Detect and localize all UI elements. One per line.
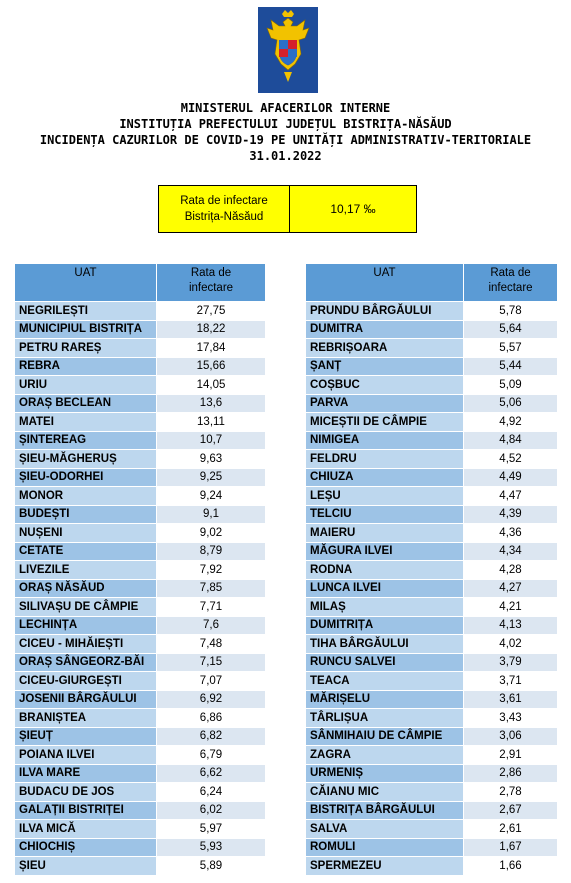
infection-rate-cell: 5,44 bbox=[464, 357, 558, 376]
table-row bbox=[306, 801, 558, 820]
uat-table-right-body bbox=[306, 302, 558, 876]
ministry-title: MINISTERUL AFACERILOR INTERNE bbox=[180, 101, 391, 115]
table-row bbox=[15, 468, 266, 487]
table-row bbox=[306, 431, 558, 450]
infection-rate-cell: 6,79 bbox=[157, 746, 266, 765]
infection-rate-cell: 2,61 bbox=[464, 820, 558, 839]
infection-rate-cell: 4,21 bbox=[464, 598, 558, 617]
table-row bbox=[306, 709, 558, 728]
uat-name-cell: TIHA BÂRGĂULUI bbox=[306, 635, 464, 654]
table-row bbox=[15, 764, 266, 783]
infection-rate-cell: 5,78 bbox=[464, 302, 558, 321]
infection-rate-cell: 7,85 bbox=[157, 579, 266, 598]
table-row bbox=[306, 487, 558, 506]
uat-name-cell: ȘINTEREAG bbox=[15, 431, 157, 450]
table-row bbox=[306, 413, 558, 432]
infection-rate-cell: 3,61 bbox=[464, 690, 558, 709]
table-row bbox=[15, 616, 266, 635]
romanian-coat-of-arms-icon bbox=[257, 6, 319, 94]
infection-rate-cell: 7,15 bbox=[157, 653, 266, 672]
uat-name-cell: PRUNDU BÂRGĂULUI bbox=[306, 302, 464, 321]
uat-name-cell: SILIVAȘU DE CÂMPIE bbox=[15, 598, 157, 617]
table-row bbox=[306, 468, 558, 487]
infection-rate-cell: 3,71 bbox=[464, 672, 558, 691]
infection-rate-cell: 17,84 bbox=[157, 339, 266, 358]
table-row bbox=[15, 376, 266, 395]
table-row bbox=[15, 561, 266, 580]
table-row bbox=[15, 579, 266, 598]
table-row bbox=[306, 505, 558, 524]
uat-name-cell: RODNA bbox=[306, 561, 464, 580]
uat-name-cell: MĂGURA ILVEI bbox=[306, 542, 464, 561]
infection-rate-cell: 4,49 bbox=[464, 468, 558, 487]
table-row bbox=[306, 857, 558, 876]
county-rate-label bbox=[159, 186, 290, 232]
uat-name-cell: MĂRIȘELU bbox=[306, 690, 464, 709]
table-row bbox=[15, 783, 266, 802]
uat-name-cell: CICEU-GIURGEȘTI bbox=[15, 672, 157, 691]
table-row bbox=[15, 394, 266, 413]
county-rate-value: 10,17 ‰ bbox=[330, 202, 376, 216]
column-header-rate-line1: Rata de bbox=[490, 267, 531, 279]
infection-rate-cell: 3,79 bbox=[464, 653, 558, 672]
table-row bbox=[306, 764, 558, 783]
county-rate-box bbox=[158, 185, 417, 233]
infection-rate-cell: 4,02 bbox=[464, 635, 558, 654]
uat-name-cell: MICEȘTII DE CÂMPIE bbox=[306, 413, 464, 432]
uat-name-cell: TEACA bbox=[306, 672, 464, 691]
table-header-row bbox=[306, 264, 558, 302]
uat-name-cell: LEȘU bbox=[306, 487, 464, 506]
document-header bbox=[0, 100, 571, 164]
table-row bbox=[15, 542, 266, 561]
uat-name-cell: REBRIȘOARA bbox=[306, 339, 464, 358]
infection-rate-cell: 7,71 bbox=[157, 598, 266, 617]
uat-name-cell: MAIERU bbox=[306, 524, 464, 543]
column-header-rate bbox=[157, 264, 266, 302]
uat-table-right bbox=[305, 263, 558, 876]
report-title: INCIDENȚA CAZURILOR DE COVID-19 PE UNITĂȚI ADMINISTRATIV-TERITORIALE bbox=[39, 133, 532, 147]
uat-name-cell: ILVA MARE bbox=[15, 764, 157, 783]
table-row bbox=[15, 653, 266, 672]
uat-table-left-body bbox=[15, 302, 266, 876]
table-row bbox=[15, 672, 266, 691]
infection-rate-cell: 6,92 bbox=[157, 690, 266, 709]
table-row bbox=[306, 339, 558, 358]
infection-rate-cell: 2,86 bbox=[464, 764, 558, 783]
column-header-rate-line1: Rata de bbox=[190, 267, 232, 279]
table-row bbox=[306, 524, 558, 543]
infection-rate-cell: 3,06 bbox=[464, 727, 558, 746]
infection-rate-cell: 4,92 bbox=[464, 413, 558, 432]
table-row bbox=[306, 820, 558, 839]
uat-name-cell: RUNCU SALVEI bbox=[306, 653, 464, 672]
uat-name-cell: CICEU - MIHĂIEȘTI bbox=[15, 635, 157, 654]
uat-name-cell: BUDACU DE JOS bbox=[15, 783, 157, 802]
infection-rate-cell: 5,64 bbox=[464, 320, 558, 339]
uat-name-cell: SALVA bbox=[306, 820, 464, 839]
infection-rate-cell: 5,57 bbox=[464, 339, 558, 358]
table-row bbox=[15, 487, 266, 506]
infection-rate-cell: 9,24 bbox=[157, 487, 266, 506]
infection-rate-cell: 6,62 bbox=[157, 764, 266, 783]
infection-rate-cell: 4,36 bbox=[464, 524, 558, 543]
infection-rate-cell: 9,63 bbox=[157, 450, 266, 469]
uat-name-cell: BUDEȘTI bbox=[15, 505, 157, 524]
table-row bbox=[306, 616, 558, 635]
infection-rate-cell: 27,75 bbox=[157, 302, 266, 321]
uat-name-cell: MATEI bbox=[15, 413, 157, 432]
uat-name-cell: COȘBUC bbox=[306, 376, 464, 395]
uat-name-cell: JOSENII BÂRGĂULUI bbox=[15, 690, 157, 709]
infection-rate-cell: 1,67 bbox=[464, 838, 558, 857]
table-row bbox=[306, 320, 558, 339]
uat-name-cell: NEGRILEȘTI bbox=[15, 302, 157, 321]
uat-name-cell: LUNCA ILVEI bbox=[306, 579, 464, 598]
uat-name-cell: CHIUZA bbox=[306, 468, 464, 487]
table-row bbox=[15, 709, 266, 728]
infection-rate-cell: 4,34 bbox=[464, 542, 558, 561]
uat-name-cell: ROMULI bbox=[306, 838, 464, 857]
table-row bbox=[15, 598, 266, 617]
infection-rate-cell: 7,92 bbox=[157, 561, 266, 580]
infection-rate-cell: 6,82 bbox=[157, 727, 266, 746]
infection-rate-cell: 4,28 bbox=[464, 561, 558, 580]
uat-name-cell: CETATE bbox=[15, 542, 157, 561]
table-row bbox=[15, 838, 266, 857]
infection-rate-cell: 3,43 bbox=[464, 709, 558, 728]
uat-name-cell: REBRA bbox=[15, 357, 157, 376]
table-row bbox=[15, 801, 266, 820]
table-row bbox=[15, 746, 266, 765]
infection-rate-cell: 14,05 bbox=[157, 376, 266, 395]
uat-name-cell: ȘIEU-MĂGHERUȘ bbox=[15, 450, 157, 469]
table-row bbox=[15, 505, 266, 524]
table-row bbox=[306, 394, 558, 413]
column-header-uat: UAT bbox=[306, 264, 464, 302]
report-date: 31.01.2022 bbox=[249, 149, 322, 163]
institution-title: INSTITUȚIA PREFECTULUI JUDEȚUL BISTRIȚA-NĂSĂUD bbox=[119, 117, 452, 131]
infection-rate-cell: 1,66 bbox=[464, 857, 558, 876]
infection-rate-cell: 4,47 bbox=[464, 487, 558, 506]
table-row bbox=[15, 450, 266, 469]
infection-rate-cell: 5,89 bbox=[157, 857, 266, 876]
uat-name-cell: ȘIEU bbox=[15, 857, 157, 876]
uat-name-cell: ORAȘ BECLEAN bbox=[15, 394, 157, 413]
table-row bbox=[15, 820, 266, 839]
table-row bbox=[15, 690, 266, 709]
infection-rate-cell: 2,67 bbox=[464, 801, 558, 820]
infection-rate-cell: 7,6 bbox=[157, 616, 266, 635]
uat-name-cell: SÂNMIHAIU DE CÂMPIE bbox=[306, 727, 464, 746]
column-header-uat: UAT bbox=[15, 264, 157, 302]
infection-rate-cell: 5,06 bbox=[464, 394, 558, 413]
table-row bbox=[306, 690, 558, 709]
uat-name-cell: SPERMEZEU bbox=[306, 857, 464, 876]
table-row bbox=[306, 598, 558, 617]
county-rate-label-line1: Rata de infectare bbox=[180, 195, 268, 207]
table-row bbox=[15, 857, 266, 876]
table-row bbox=[306, 376, 558, 395]
uat-name-cell: NIMIGEA bbox=[306, 431, 464, 450]
uat-name-cell: MUNICIPIUL BISTRIȚA bbox=[15, 320, 157, 339]
infection-rate-cell: 13,6 bbox=[157, 394, 266, 413]
table-row bbox=[306, 357, 558, 376]
table-row bbox=[306, 561, 558, 580]
uat-name-cell: PETRU RAREȘ bbox=[15, 339, 157, 358]
infection-rate-cell: 6,86 bbox=[157, 709, 266, 728]
county-rate-label-line2: Bistrița-Năsăud bbox=[184, 211, 264, 223]
table-header-row bbox=[15, 264, 266, 302]
uat-name-cell: GALAȚII BISTRIȚEI bbox=[15, 801, 157, 820]
uat-name-cell: LECHINȚA bbox=[15, 616, 157, 635]
uat-name-cell: DUMITRIȚA bbox=[306, 616, 464, 635]
uat-name-cell: MILAȘ bbox=[306, 598, 464, 617]
column-header-rate bbox=[464, 264, 558, 302]
infection-rate-cell: 13,11 bbox=[157, 413, 266, 432]
uat-name-cell: URMENIȘ bbox=[306, 764, 464, 783]
uat-name-cell: POIANA ILVEI bbox=[15, 746, 157, 765]
table-row bbox=[306, 302, 558, 321]
uat-name-cell: ZAGRA bbox=[306, 746, 464, 765]
table-row bbox=[15, 431, 266, 450]
table-row bbox=[15, 357, 266, 376]
column-header-rate-line2: infectare bbox=[488, 282, 533, 294]
infection-rate-cell: 5,97 bbox=[157, 820, 266, 839]
column-header-rate-line2: infectare bbox=[188, 282, 234, 294]
uat-name-cell: BRANIȘTEA bbox=[15, 709, 157, 728]
table-row bbox=[306, 838, 558, 857]
infection-rate-cell: 18,22 bbox=[157, 320, 266, 339]
table-row bbox=[15, 524, 266, 543]
infection-rate-cell: 5,93 bbox=[157, 838, 266, 857]
uat-name-cell: ȘIEUȚ bbox=[15, 727, 157, 746]
uat-name-cell: CĂIANU MIC bbox=[306, 783, 464, 802]
table-row bbox=[306, 450, 558, 469]
table-row bbox=[15, 302, 266, 321]
infection-rate-cell: 4,27 bbox=[464, 579, 558, 598]
uat-name-cell: TÂRLIȘUA bbox=[306, 709, 464, 728]
infection-rate-cell: 2,91 bbox=[464, 746, 558, 765]
uat-name-cell: ȘANȚ bbox=[306, 357, 464, 376]
infection-rate-cell: 8,79 bbox=[157, 542, 266, 561]
table-row bbox=[306, 542, 558, 561]
uat-name-cell: NUȘENI bbox=[15, 524, 157, 543]
uat-name-cell: ȘIEU-ODORHEI bbox=[15, 468, 157, 487]
table-row bbox=[15, 413, 266, 432]
table-row bbox=[306, 783, 558, 802]
uat-name-cell: BISTRIȚA BÂRGĂULUI bbox=[306, 801, 464, 820]
infection-rate-cell: 2,78 bbox=[464, 783, 558, 802]
infection-rate-cell: 4,84 bbox=[464, 431, 558, 450]
infection-rate-cell: 4,52 bbox=[464, 450, 558, 469]
table-row bbox=[306, 653, 558, 672]
table-row bbox=[306, 635, 558, 654]
table-row bbox=[306, 672, 558, 691]
uat-name-cell: DUMITRA bbox=[306, 320, 464, 339]
table-row bbox=[306, 727, 558, 746]
uat-name-cell: URIU bbox=[15, 376, 157, 395]
uat-name-cell: FELDRU bbox=[306, 450, 464, 469]
uat-name-cell: MONOR bbox=[15, 487, 157, 506]
infection-rate-cell: 7,07 bbox=[157, 672, 266, 691]
uat-name-cell: CHIOCHIȘ bbox=[15, 838, 157, 857]
infection-rate-cell: 5,09 bbox=[464, 376, 558, 395]
table-row bbox=[15, 635, 266, 654]
table-row bbox=[306, 746, 558, 765]
infection-rate-cell: 10,7 bbox=[157, 431, 266, 450]
infection-rate-cell: 15,66 bbox=[157, 357, 266, 376]
uat-name-cell: TELCIU bbox=[306, 505, 464, 524]
infection-rate-cell: 7,48 bbox=[157, 635, 266, 654]
uat-name-cell: ILVA MICĂ bbox=[15, 820, 157, 839]
uat-name-cell: ORAȘ SÂNGEORZ-BĂI bbox=[15, 653, 157, 672]
uat-name-cell: ORAȘ NĂSĂUD bbox=[15, 579, 157, 598]
infection-rate-cell: 9,02 bbox=[157, 524, 266, 543]
table-row bbox=[306, 579, 558, 598]
infection-rate-cell: 6,02 bbox=[157, 801, 266, 820]
table-row bbox=[15, 727, 266, 746]
infection-rate-cell: 6,24 bbox=[157, 783, 266, 802]
infection-rate-cell: 4,13 bbox=[464, 616, 558, 635]
uat-name-cell: PARVA bbox=[306, 394, 464, 413]
table-row bbox=[15, 320, 266, 339]
table-row bbox=[15, 339, 266, 358]
infection-rate-cell: 9,1 bbox=[157, 505, 266, 524]
infection-rate-cell: 9,25 bbox=[157, 468, 266, 487]
uat-table-left bbox=[14, 263, 266, 876]
infection-rate-cell: 4,39 bbox=[464, 505, 558, 524]
uat-name-cell: LIVEZILE bbox=[15, 561, 157, 580]
